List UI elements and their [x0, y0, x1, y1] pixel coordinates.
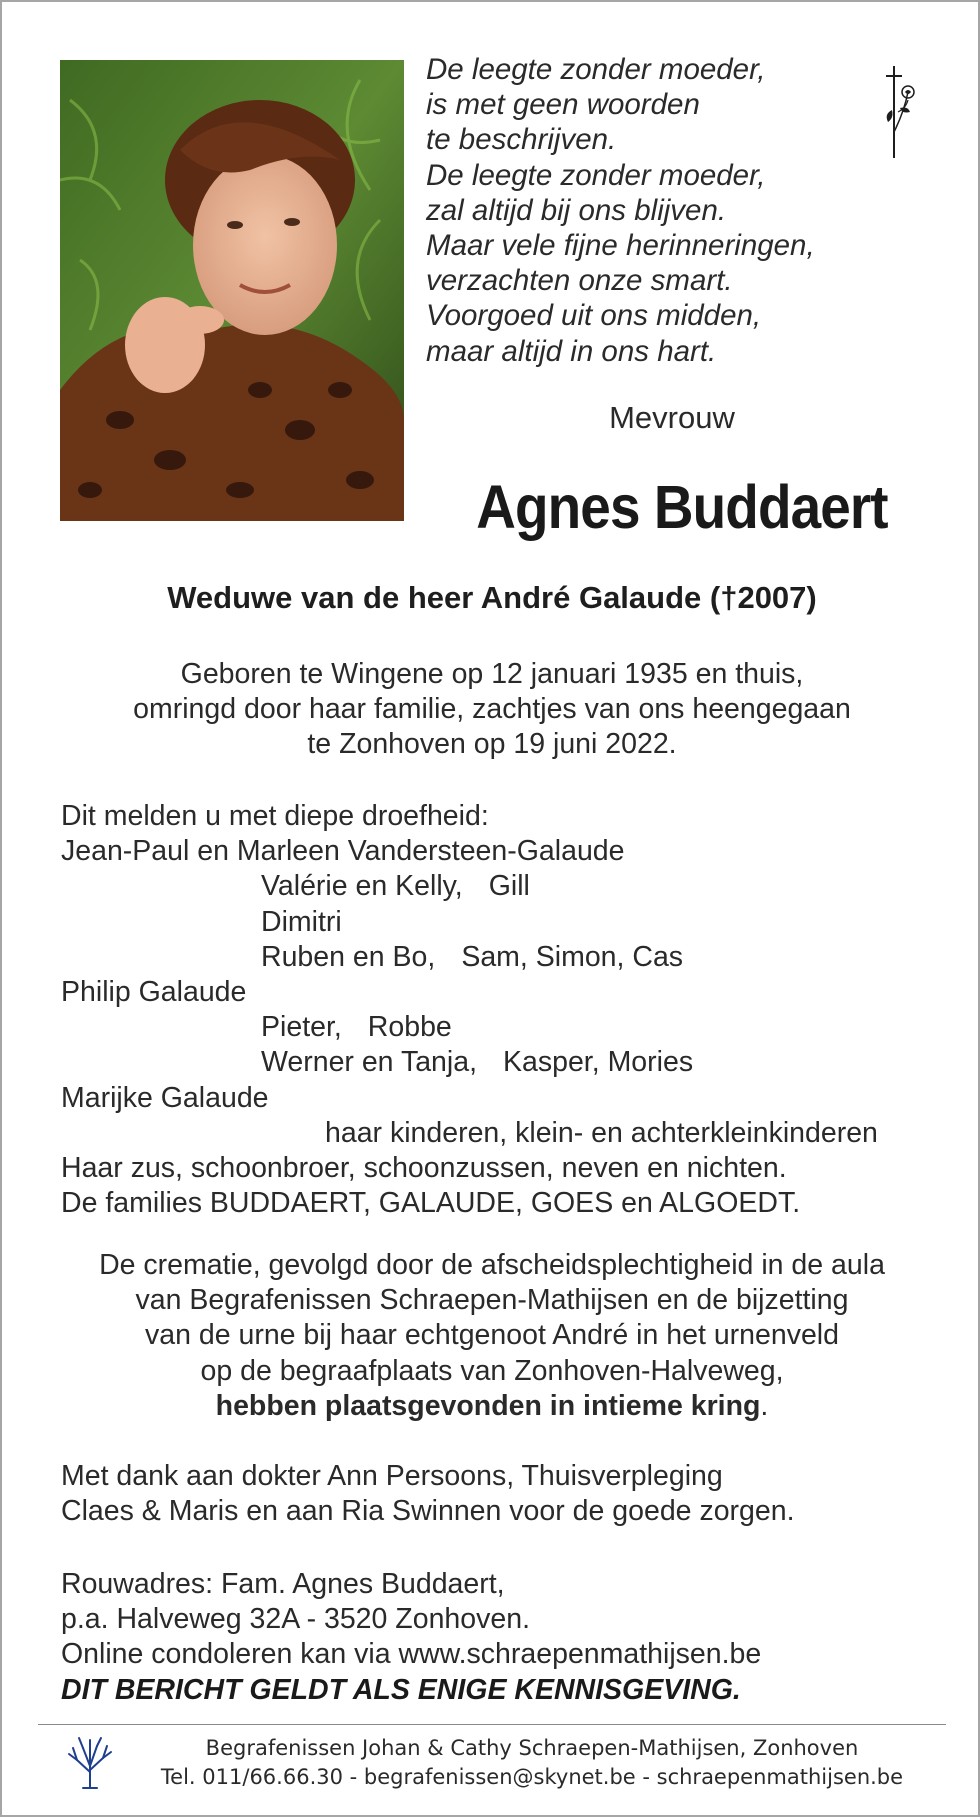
great-grandchild-names: Sam, Simon, Cas	[461, 940, 684, 973]
grandchild-name: Pieter,	[261, 1011, 342, 1044]
poem-line: verzachten onze smart.	[426, 264, 733, 298]
text-line: De crematie, gevolgd door de afscheidsplechtigheid in de aula	[99, 1249, 885, 1281]
deceased-name: Agnes Buddaert	[476, 473, 888, 541]
family-list	[61, 799, 961, 1221]
family-grandchild	[61, 905, 961, 940]
family-grandchild	[61, 1010, 961, 1045]
funeral-home-footer	[112, 1734, 952, 1792]
family-child: Marijke Galaude	[61, 1081, 269, 1114]
great-grandchild-names: Robbe	[367, 1011, 452, 1044]
text-line: Met dank aan dokter Ann Persoons, Thuisverpleging	[61, 1460, 723, 1492]
portrait-image	[60, 60, 404, 521]
poem	[426, 52, 856, 369]
text-line: te Zonhoven op 19 juni 2022.	[307, 728, 677, 761]
cross-rose-icon	[874, 62, 920, 162]
ceremony-bold: hebben plaatsgevonden in intieme kring	[215, 1389, 761, 1422]
tree-logo-icon	[65, 1734, 115, 1790]
grandchild-name: Ruben en Bo,	[261, 940, 436, 973]
salutation: Mevrouw	[609, 400, 735, 435]
text-line: Rouwadres: Fam. Agnes Buddaert,	[61, 1568, 505, 1600]
poem-line: De leegte zonder moeder,	[426, 158, 766, 192]
family-child: Philip Galaude	[61, 975, 247, 1008]
great-grandchild-names: Kasper, Mories	[503, 1046, 694, 1079]
family-grandchild	[61, 869, 961, 904]
poem-line: maar altijd in ons hart.	[426, 334, 717, 368]
poem-line: zal altijd bij ons blijven.	[426, 193, 727, 227]
poem-line: Voorgoed uit ons midden,	[426, 299, 762, 333]
text-line: Geboren te Wingene op 12 januari 1935 en thuis,	[180, 658, 804, 690]
birth-death-text	[42, 657, 942, 763]
footer-line: Begrafenissen Johan & Cathy Schraepen-Mathijsen, Zonhoven	[205, 1736, 859, 1760]
ceremony-suffix: .	[760, 1389, 769, 1422]
poem-line: te beschrijven.	[426, 123, 617, 157]
text-line: op de begraafplaats van Zonhoven-Halveweg,	[200, 1354, 784, 1387]
family-summary: haar kinderen, klein- en achterkleinkinderen	[325, 1116, 878, 1149]
text-line	[42, 1389, 942, 1424]
poem-line: Maar vele fijne herinneringen,	[426, 229, 815, 263]
text-line: omringd door haar familie, zachtjes van ons heengegaan	[133, 693, 851, 726]
grandchild-name: Werner en Tanja,	[261, 1046, 477, 1079]
family-child: Jean-Paul en Marleen Vandersteen-Galaude	[61, 835, 625, 868]
poem-line: De leegte zonder moeder,	[426, 53, 766, 86]
family-intro: Dit melden u met diepe droefheid:	[61, 800, 489, 832]
text-line: van de urne bij haar echtgenoot André in het urnenveld	[144, 1319, 839, 1352]
text-line: van Begrafenissen Schraepen-Mathijsen en de bijzetting	[135, 1284, 849, 1317]
ceremony-text	[42, 1248, 942, 1424]
thanks-text	[61, 1459, 961, 1529]
poem-line: is met geen woorden	[426, 88, 700, 122]
footer-line: Tel. 011/66.66.30 - begrafenissen@skynet.be - schraepenmathijsen.be	[160, 1765, 904, 1789]
widow-line: Weduwe van de heer André Galaude (†2007)	[167, 580, 817, 615]
text-line: Claes & Maris en aan Ria Swinnen voor de goede zorgen.	[61, 1495, 795, 1528]
text-line: p.a. Halveweg 32A - 3520 Zonhoven.	[61, 1603, 530, 1636]
great-grandchild-names: Gill	[488, 870, 530, 903]
notice-text: DIT BERICHT GELDT ALS ENIGE KENNISGEVING.	[61, 1673, 741, 1706]
family-siblings: Haar zus, schoonbroer, schoonzussen, neven en nichten.	[61, 1151, 787, 1184]
portrait-photo	[60, 60, 404, 521]
address-block	[61, 1567, 961, 1708]
grandchild-name: Valérie en Kelly,	[261, 870, 463, 903]
family-families: De families BUDDAERT, GALAUDE, GOES en ALGOEDT.	[61, 1187, 801, 1220]
footer-divider	[38, 1724, 946, 1725]
family-grandchild	[61, 940, 961, 975]
grandchild-name: Dimitri	[261, 905, 342, 938]
family-grandchild	[61, 1045, 961, 1080]
condolence-link-text: Online condoleren kan via www.schraepenmathijsen.be	[61, 1638, 762, 1671]
